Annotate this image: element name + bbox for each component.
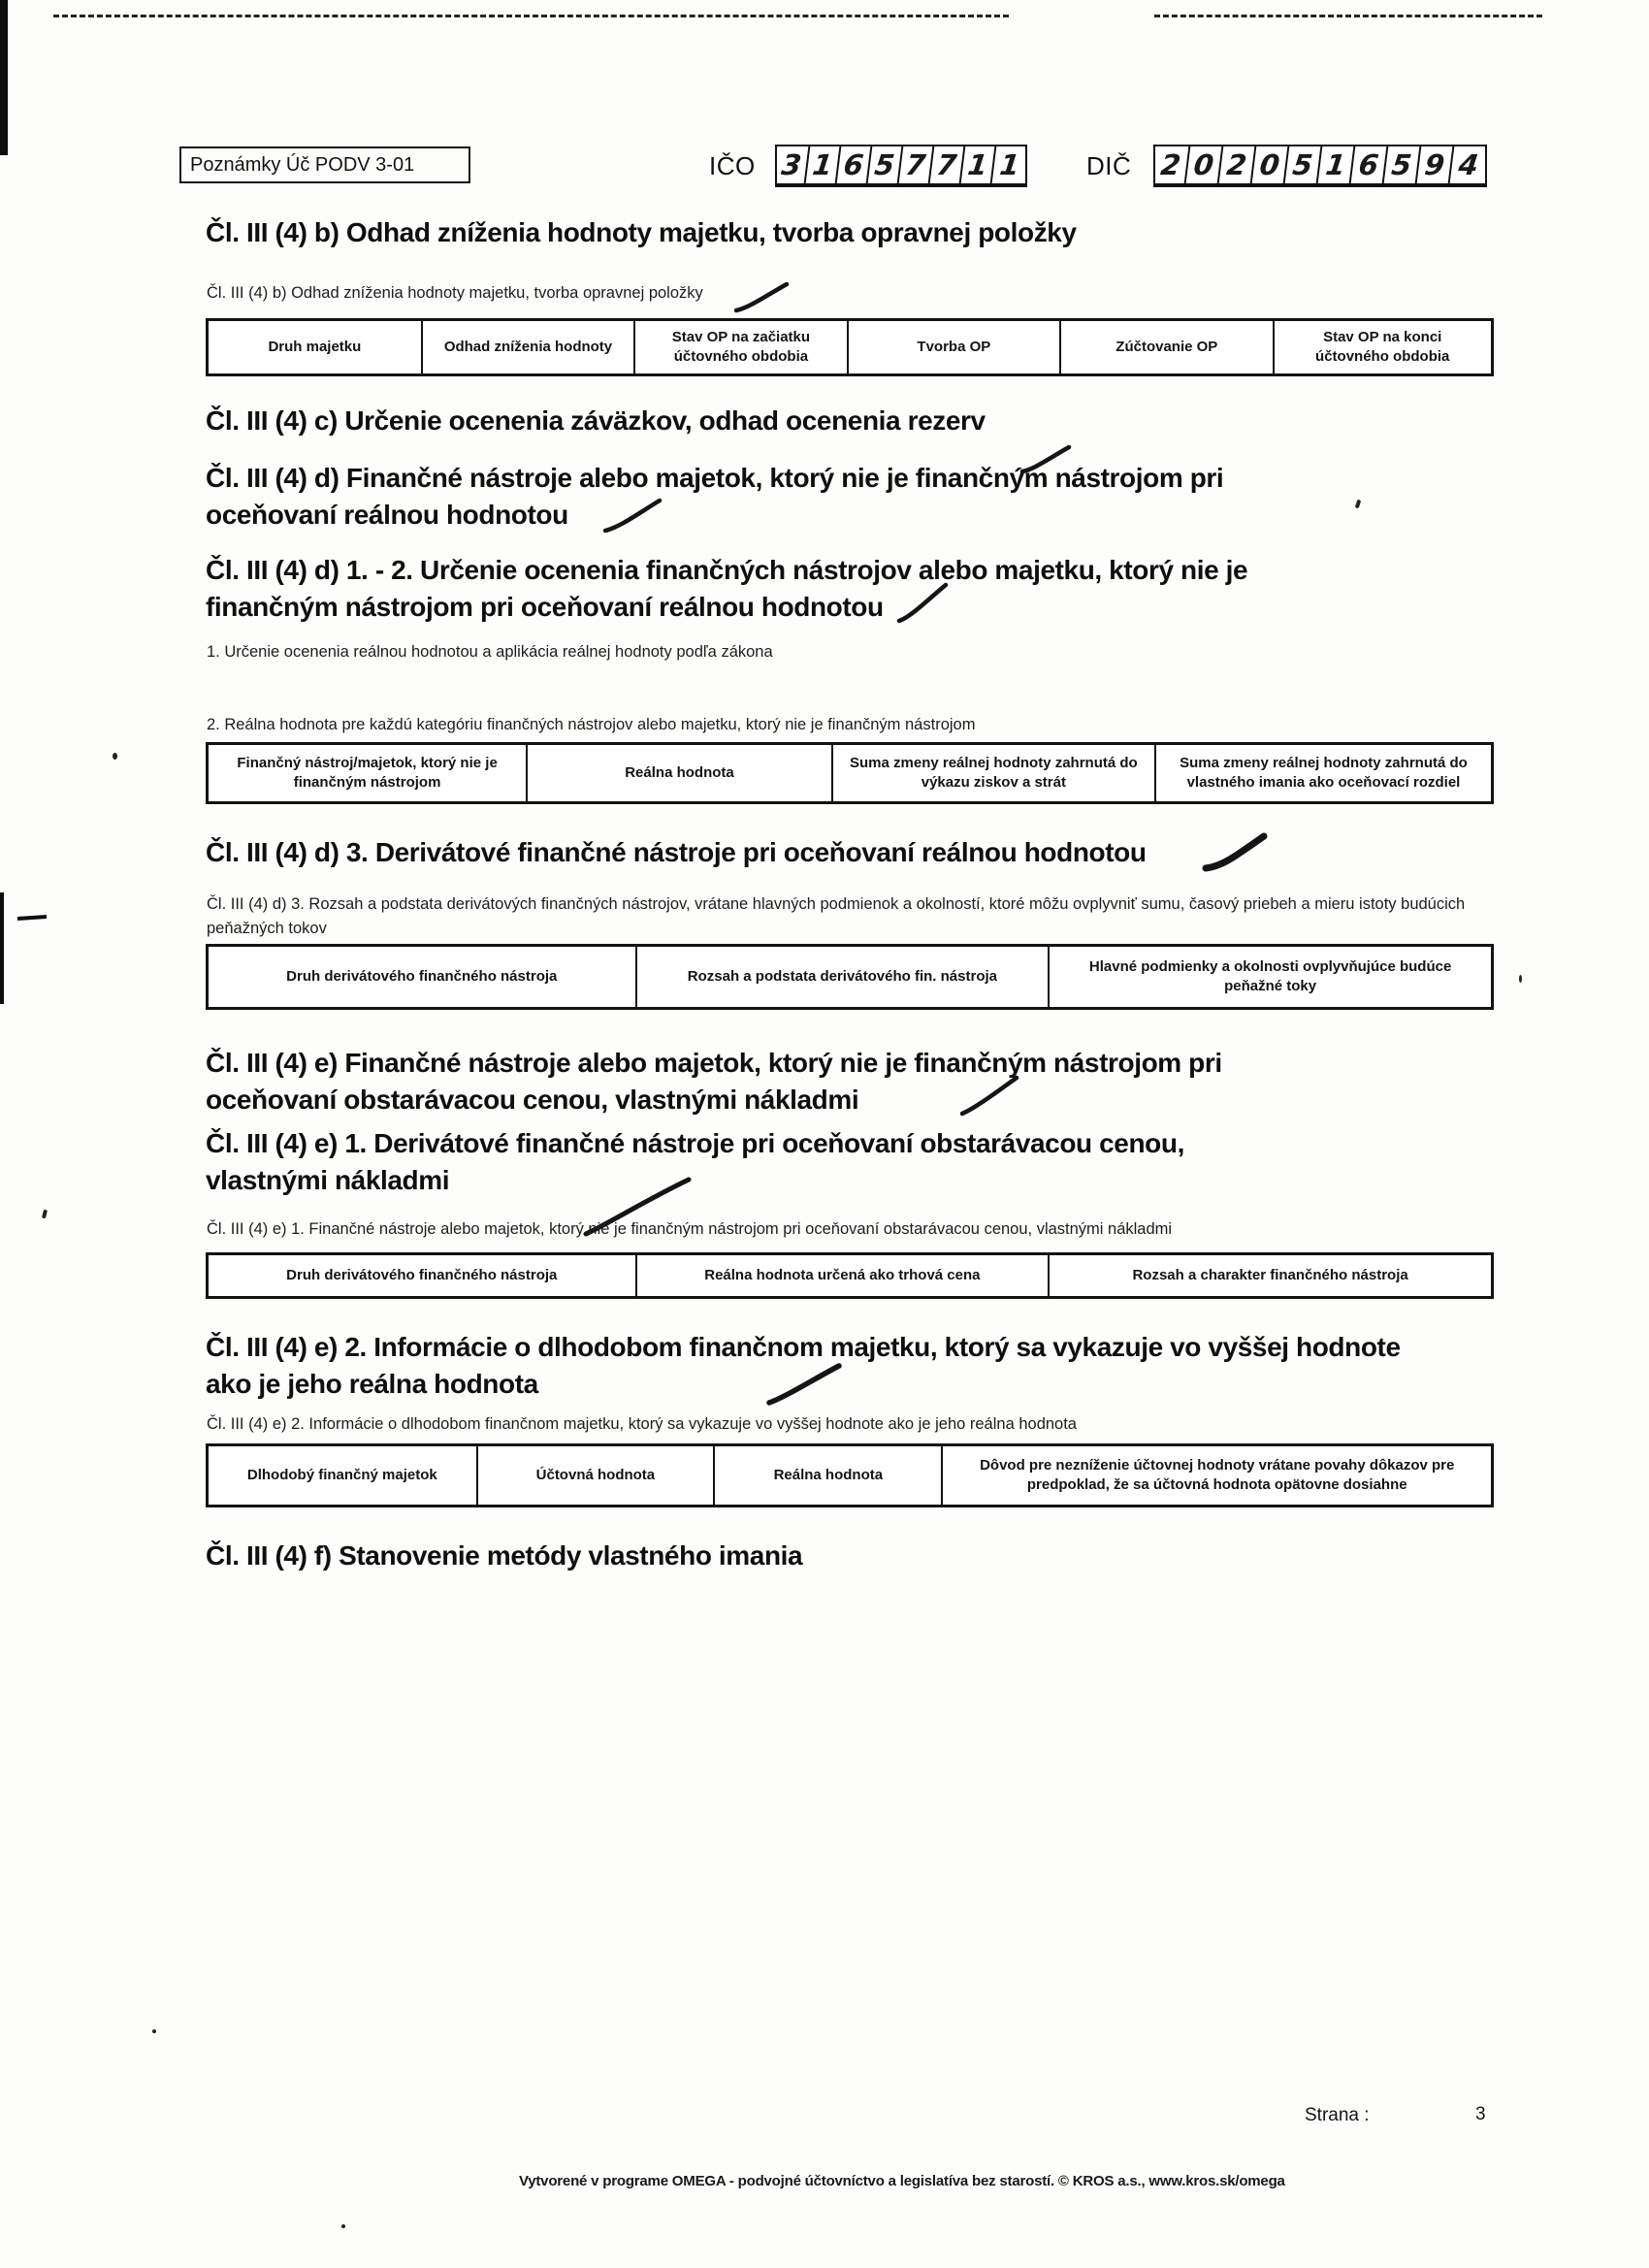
dic-digit-cell: 9 <box>1417 146 1455 183</box>
table-header-cell: Rozsah a charakter finančného nástroja <box>1132 1267 1408 1283</box>
section-heading-f: Čl. III (4) f) Stanovenie metódy vlastného imania <box>206 1540 803 1571</box>
table-derivaty-obstaravacia <box>206 1252 1494 1299</box>
section-heading-c: Čl. III (4) c) Určenie ocenenia záväzkov, odhad ocenenia rezerv <box>206 405 986 436</box>
table-header-cell: Druh derivátového finančného nástroja <box>209 947 637 1007</box>
dic-label: DIČ <box>1086 151 1132 180</box>
scan-artifact-dash <box>17 915 47 921</box>
ico-digit-cell: 6 <box>837 146 873 183</box>
handwritten-check-icon <box>764 1362 844 1407</box>
table-header-cell: Odhad zníženia hodnoty <box>423 321 635 373</box>
section-heading-d3: Čl. III (4) d) 3. Derivátové finančné nástroje pri oceňovaní reálnou hodnotou <box>206 837 1147 867</box>
table-header-cell: Stav OP na konci účtovného obdobia <box>1315 329 1450 365</box>
form-id: Poznámky Úč PODV 3-01 <box>190 154 415 176</box>
table-header-cell: Finančný nástroj/majetok, ktorý nie je finančným nástrojom <box>209 745 528 801</box>
ico-digit-cell: 1 <box>997 148 1022 181</box>
handwritten-check-icon <box>895 582 950 625</box>
handwritten-check-icon <box>1201 832 1269 873</box>
dic-digit-cell: 4 <box>1456 148 1481 181</box>
dic-digit-boxes <box>1153 145 1487 187</box>
section-heading-e: Čl. III (4) e) Finančné nástroje alebo majetok, ktorý nie je finančným nástrojom pri oceňovaní obstarávacou cenou, vlastnými nákladmi <box>206 1048 1222 1115</box>
table-header-cell: Rozsah a podstata derivátového fin. nástroja <box>637 947 1051 1007</box>
section-note-b: Čl. III (4) b) Odhad zníženia hodnoty majetku, tvorba opravnej položky <box>207 284 703 302</box>
scan-artifact-topline <box>1154 15 1542 17</box>
scan-artifact-edge <box>0 892 4 1004</box>
section-note-d2: 2. Reálna hodnota pre každú kategóriu finančných nástrojov alebo majetku, ktorý nie je finančným nástrojom <box>207 716 976 733</box>
scan-artifact-speck <box>152 2029 156 2033</box>
table-header-cell: Suma zmeny reálnej hodnoty zahrnutá do vlastného imania ako oceňovací rozdiel <box>1180 755 1468 791</box>
table-header-cell: Zúčtovanie OP <box>1061 321 1274 373</box>
table-header-cell: Dôvod pre nezníženie účtovnej hodnoty vrátane povahy dôkazov pre predpoklad, že sa účtovná hodnota opätovne dosiahne <box>980 1457 1455 1493</box>
dic-digit-cell: 1 <box>1318 146 1356 183</box>
scan-artifact-topline <box>53 15 1009 17</box>
table-header-cell: Suma zmeny reálnej hodnoty zahrnutá do výkazu ziskov a strát <box>833 745 1156 801</box>
scan-artifact-speck <box>1519 975 1522 983</box>
dic-digit-cell: 0 <box>1186 146 1224 183</box>
dic-digit-cell: 5 <box>1285 146 1323 183</box>
dic-digit-cell: 6 <box>1351 146 1389 183</box>
table-header-cell: Reálna hodnota určená ako trhová cena <box>637 1255 1051 1296</box>
table-header-cell: Účtovná hodnota <box>478 1446 716 1505</box>
table-header-cell: Reálna hodnota <box>528 745 833 801</box>
page-number: 3 <box>1475 2104 1486 2124</box>
ico-digit-cell: 3 <box>775 146 811 183</box>
scan-artifact-edge <box>0 0 8 155</box>
table-header-cell: Hlavné podmienky a okolnosti ovplyvňujúce budúce peňažné toky <box>1088 958 1452 994</box>
table-header-cell: Tvorba OP <box>849 321 1061 373</box>
table-header-cell: Stav OP na začiatku účtovného obdobia <box>635 321 848 373</box>
section-heading-e1: Čl. III (4) e) 1. Derivátové finančné nástroje pri oceňovaní obstarávacou cenou, vlastnými nákladmi <box>206 1128 1184 1195</box>
table-realna-hodnota <box>206 742 1494 804</box>
page-label: Strana : <box>1305 2105 1370 2125</box>
handwritten-check-icon <box>601 498 663 535</box>
section-heading-e2: Čl. III (4) e) 2. Informácie o dlhodobom finančnom majetku, ktorý sa vykazuje vo vyššej hodnote ako je jeho reálna hodnota <box>206 1332 1401 1399</box>
section-note-d3: Čl. III (4) d) 3. Rozsah a podstata derivátových finančných nástrojov, vrátane hlavných podmienok a okolností, ktoré môžu ovplyvniť sumu, časový priebeh a mieru istoty budúcich peňažných tokov <box>207 895 1466 937</box>
ico-digit-cell: 1 <box>961 146 997 183</box>
dic-digit-cell: 2 <box>1219 146 1257 183</box>
handwritten-check-icon <box>732 281 791 314</box>
table-header-cell: Reálna hodnota <box>715 1446 943 1505</box>
scan-artifact-speck <box>341 2224 345 2228</box>
section-heading-b: Čl. III (4) b) Odhad zníženia hodnoty majetku, tvorba opravnej položky <box>206 217 1077 247</box>
scan-artifact-speck <box>113 753 117 760</box>
dic-digit-cell: 0 <box>1252 146 1290 183</box>
table-dlhodoby-majetok <box>206 1443 1494 1507</box>
section-heading-d12: Čl. III (4) d) 1. - 2. Určenie ocenenia finančných nástrojov alebo majetku, ktorý nie je finančným nástrojom pri oceňovaní reálnou hodnotou <box>206 555 1248 622</box>
table-header-cell: Druh derivátového finančného nástroja <box>209 1255 637 1296</box>
table-header-cell: Dlhodobý finančný majetok <box>209 1446 478 1505</box>
ico-label: IČO <box>709 151 756 180</box>
footer-credit: Vytvorené v programe OMEGA - podvojné účtovníctvo a legislatíva bez starostí. © KROS a.s., www.kros.sk/omega <box>519 2173 1285 2189</box>
dic-digit-cell: 2 <box>1153 146 1191 183</box>
section-note-d1: 1. Určenie ocenenia reálnou hodnotou a aplikácia reálnej hodnoty podľa zákona <box>207 643 773 661</box>
ico-digit-boxes <box>775 145 1027 187</box>
dic-digit-cell: 5 <box>1384 146 1422 183</box>
ico-digit-cell: 7 <box>930 146 966 183</box>
table-derivaty-realna <box>206 944 1494 1010</box>
ico-digit-cell: 5 <box>868 146 904 183</box>
ico-digit-cell: 1 <box>806 146 842 183</box>
handwritten-check-icon <box>958 1075 1020 1118</box>
table-odhad-znizenia <box>206 318 1494 376</box>
section-heading-d: Čl. III (4) d) Finančné nástroje alebo majetok, ktorý nie je finančným nástrojom pri oceňovaní reálnou hodnotou <box>206 463 1224 530</box>
scan-artifact-speck <box>42 1210 48 1219</box>
ico-digit-cell: 7 <box>899 146 935 183</box>
section-note-e1: Čl. III (4) e) 1. Finančné nástroje alebo majetok, ktorý nie je finančným nástrojom pri oceňovaní obstarávacou cenou, vlastnými nákladmi <box>207 1220 1173 1238</box>
form-id-box <box>179 146 470 183</box>
table-header-cell: Druh majetku <box>209 321 423 373</box>
section-note-e2: Čl. III (4) e) 2. Informácie o dlhodobom finančnom majetku, ktorý sa vykazuje vo vyššej hodnote ako je jeho reálna hodnota <box>207 1415 1077 1433</box>
